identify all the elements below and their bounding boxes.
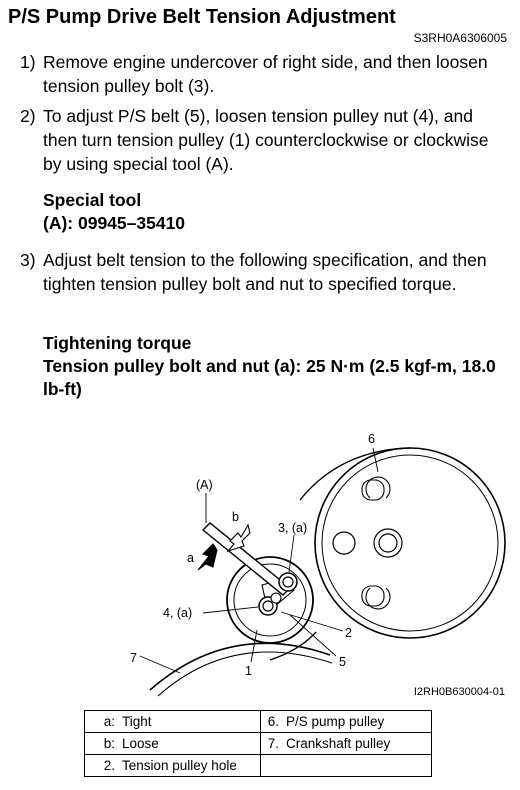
step-text: Adjust belt tension to the following specification, and then tighten tension pulley bolt and nut to specified torque. bbox=[43, 250, 487, 294]
step-number: 1) bbox=[20, 52, 36, 72]
special-tool-heading: Special tool bbox=[43, 190, 142, 210]
legend-row bbox=[85, 711, 432, 733]
label-crank: 7 bbox=[130, 651, 137, 665]
special-tool-value: (A): 09945–35410 bbox=[43, 213, 186, 233]
label-hole: 2 bbox=[345, 626, 352, 640]
step-number: 3) bbox=[20, 250, 36, 270]
tension-pulley-bolt bbox=[279, 573, 297, 591]
torque-value: Tension pulley bolt and nut (a): 25 N·m (2.5 kgf-m, 18.0 lb-ft) bbox=[43, 356, 496, 399]
loose-arrow bbox=[228, 525, 250, 551]
step-number: 2) bbox=[20, 106, 36, 126]
legend-row bbox=[85, 755, 432, 777]
page-title: P/S Pump Drive Belt Tension Adjustment bbox=[8, 6, 396, 28]
ps-pump-pulley bbox=[315, 448, 505, 638]
tight-arrow bbox=[198, 544, 217, 570]
label-tool: (A) bbox=[196, 478, 213, 492]
label-bolt: 3, (a) bbox=[278, 521, 308, 535]
step-3 bbox=[20, 248, 506, 296]
leader-lines bbox=[140, 448, 378, 673]
torque-heading: Tightening torque bbox=[43, 333, 192, 353]
belt-adjustment-figure bbox=[0, 420, 520, 710]
legend-key: a: bbox=[103, 714, 115, 729]
document-id: S3RH0A6306005 bbox=[413, 31, 507, 45]
legend-table bbox=[84, 710, 432, 777]
step-text: Remove engine undercover of right side, and then loosen tension pulley bolt (3). bbox=[43, 52, 488, 96]
label-ps-pulley: 6 bbox=[368, 432, 375, 446]
step-2 bbox=[20, 104, 506, 176]
legend-key: 6. bbox=[267, 714, 279, 729]
legend-key: b: bbox=[103, 736, 115, 751]
legend-text: Tight bbox=[122, 714, 152, 729]
legend-text: Crankshaft pulley bbox=[286, 736, 391, 751]
figure-id: I2RH0B630004-01 bbox=[413, 686, 505, 698]
label-pulley: 1 bbox=[245, 664, 252, 678]
step-1 bbox=[20, 50, 506, 98]
legend-key: 2. bbox=[103, 758, 115, 773]
legend-text: Loose bbox=[122, 736, 159, 751]
label-b: b bbox=[232, 510, 239, 524]
legend-key: 7. bbox=[267, 736, 279, 751]
label-a: a bbox=[187, 551, 194, 565]
legend-text: P/S pump pulley bbox=[286, 714, 385, 729]
legend-text: Tension pulley hole bbox=[122, 758, 237, 773]
label-nut: 4, (a) bbox=[163, 606, 193, 620]
label-belt: 5 bbox=[339, 655, 346, 669]
step-text: To adjust P/S belt (5), loosen tension pulley nut (4), and then turn tension pulley (1) counterclockwise or clockwise by using special tool (A). bbox=[43, 106, 489, 174]
legend-row bbox=[85, 733, 432, 755]
crankshaft-pulley bbox=[150, 643, 332, 696]
